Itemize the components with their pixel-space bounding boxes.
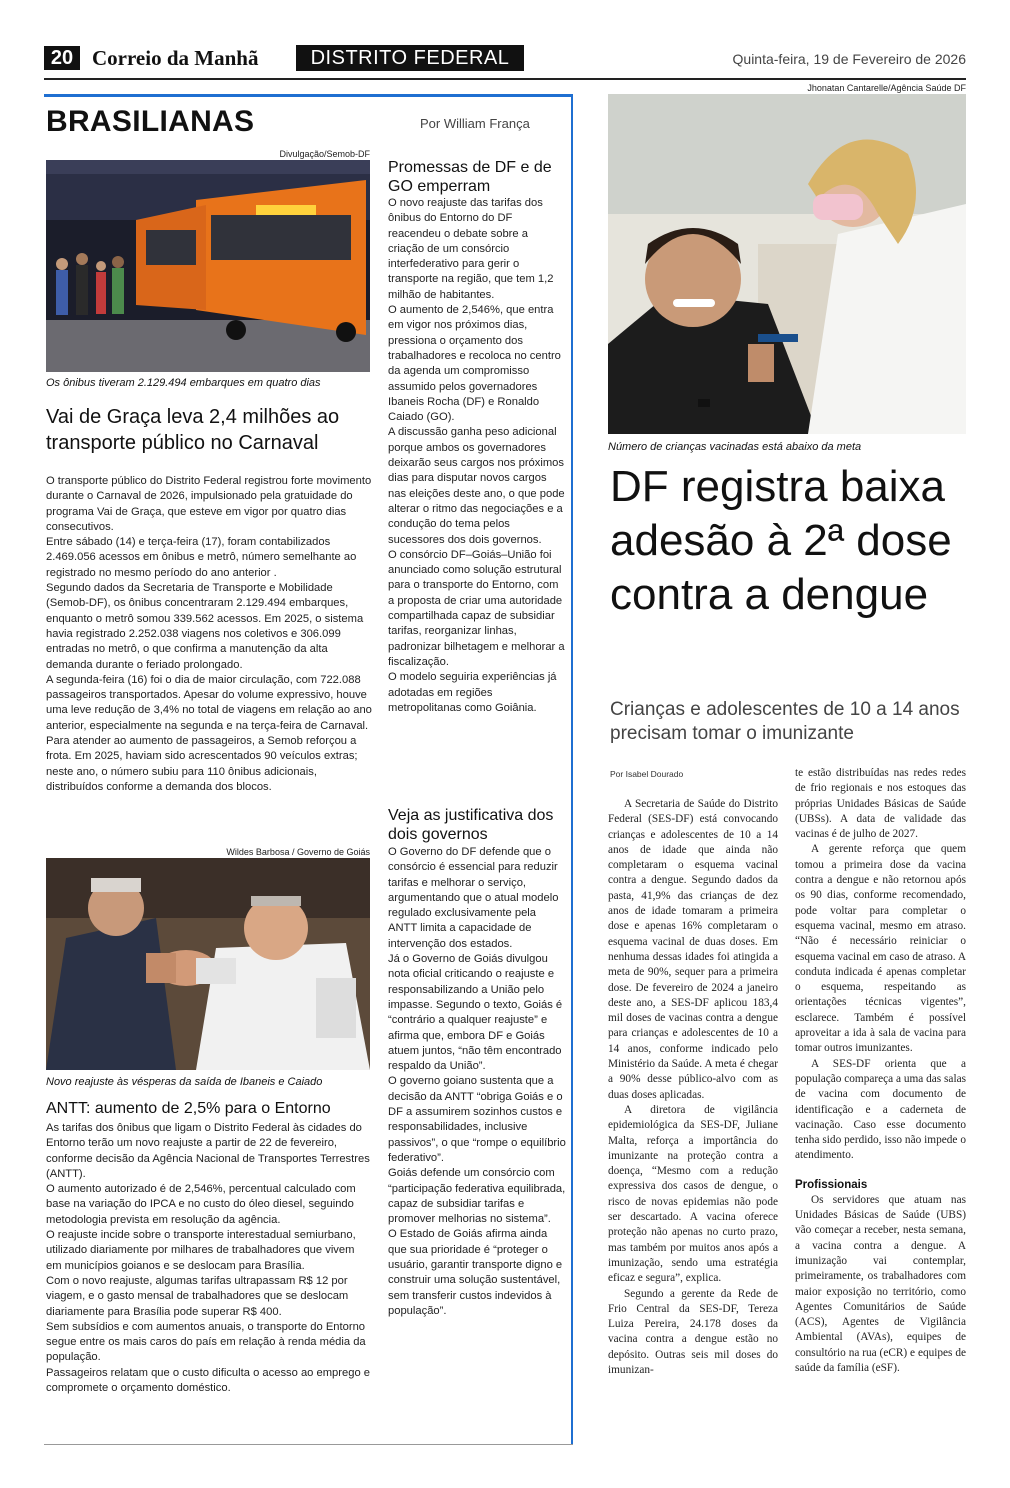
story-headline: Vai de Graça leva 2,4 milhões ao transporte público no Carnaval [46, 406, 340, 454]
column-title: BRASILIANAS [46, 105, 255, 138]
column-byline: Por William França [420, 116, 530, 131]
story-headline: Veja as justificativa dos dois governos [388, 807, 554, 843]
edition-date: Quinta-feira, 19 de Fevereiro de 2026 [732, 51, 966, 67]
photo-caption: Número de crianças vacinadas está abaixo da meta [608, 441, 862, 453]
column-top-rule [44, 94, 573, 97]
main-headline: DF registra baixa adesão à 2ª dose contra a dengue [610, 462, 952, 619]
masthead-rule [44, 78, 966, 80]
article-subhead: Profissionais [795, 1178, 868, 1191]
article-paragraph: A Secretaria de Saúde do Distrito Federal (SES-DF) está convocando crianças e adolescentes de 10 a 14 anos de idade que ainda não completaram o esquema vacinal contra a dengue. Segundo dados da pasta, 41,9% das crianças de dez anos de idade tomaram a primeira dose e apenas 16% completaram o esquema vacinal de duas doses. Em nenhuma dessas idades foi atingida a meta de 90%, sequer para a primeira dose. De fevereiro de 2024 a janeiro deste ano, a SES-DF aplicou 183,4 mil doses de vacinas contra a dengue para crianças e adolescentes de 10 a 14 anos, conforme indicado pelo Ministério da Saúde. A meta é chegar a 90% desse público-alvo com as duas doses aplicadas. [608, 798, 778, 1101]
story-body: O Governo do DF defende que o consórcio é essencial para reduzir tarifas e melhorar o serviço, argumentando que o atual modelo regulado exclusivamente pela ANTT limita a capacidade de intervenção dos estados. Já o Governo de Goiás divulgou nota oficial criticando o reajuste e responsabilizando a União pelo impasse. Segundo o texto, Goiás é “contrário a qualquer reajuste” e afirma que, embora DF e Goiás atuem juntos, “não têm encontrado respaldo da União”. O governo goiano sustenta que a decisão da ANTT “obriga Goiás e o DF a assumirem sozinhos custos e responsabilidades, inclusive passivos”, o que “rompe o equilíbrio federativo”. Goiás defende um consórcio com “participação federativa equilibrada, capaz de subsidiar tarifas e promover melhorias no sistema”. O Estado de Goiás afirma ainda que sua prioridade é “proteger o usuário, garantir transporte digno e construir uma solução sustentável, sem transferir custos indevidos à população”. [388, 846, 566, 1317]
story-headline: ANTT: aumento de 2,5% para o Entorno [46, 1100, 331, 1117]
photo-credit: Divulgação/Semob-DF [279, 149, 370, 159]
governors-photo [46, 858, 370, 1070]
article-column-1 [608, 797, 778, 1378]
photo-caption: Novo reajuste às vésperas da saída de Ibaneis e Caiado [46, 1076, 323, 1088]
story-body: O novo reajuste das tarifas dos ônibus do Entorno do DF reacendeu o debate sobre a criação de um consórcio interfederativo para gerir o transporte na região, que tem 1,2 milhão de habitantes. O aumento de 2,546%, que entra em vigor nos próximos dias, pressiona o orçamento dos trabalhadores e recoloca no centro da agenda um compromisso assumido pelos governadores Ibaneis Rocha (DF) e Ronaldo Caiado (GO). A discussão ganha peso adicional porque ambos os governadores deixarão seus cargos nos próximos dias para disputar novos cargos nas eleições deste ano, o que pode alterar o ritmo das negociações e a condução do tema pelos sucessores dos dois governos. O consórcio DF–Goiás–União foi anunciado como solução estrutural para o transporte do Entorno, com a proposta de criar uma autoridade compartilhada capaz de subsidiar tarifas, reorganizar linhas, padronizar bilhetagem e melhorar a fiscalização. O modelo seguiria experiências já adotadas em regiões metropolitanas como Goiânia. [388, 197, 565, 714]
photo-caption: Os ônibus tiveram 2.129.494 embarques em quatro dias [46, 377, 321, 389]
article-paragraph: Segundo a gerente da Rede de Frio Central da SES-DF, Tereza Luiza Pereira, 24.178 doses da vacina contra a dengue estão no depósito. Outras seis mil doses do imunizan- [608, 1287, 778, 1376]
column-divider [571, 94, 573, 1444]
newspaper-logo: Correio da Manhã [92, 46, 259, 70]
article-paragraph: A gerente reforça que quem tomou a primeira dose da vacina contra a dengue e não retornou após os 90 dias, conforme recomendado, pode voltar para completar o esquema vacinal, mesmo em atraso. “Não é necessário reiniciar o esquema vacinal em caso de atraso. A conduta indicada é apenas completar o esquema, respeitando as orientações técnicas vigentes”, esclarece. Também é possível aproveitar a ida à sala de vacina para tomar outros imunizantes. [795, 843, 966, 1055]
article-paragraph: Os servidores que atuam nas Unidades Básicas de Saúde (UBS) vão começar a receber, nesta semana, a vacina contra a dengue. A imunização vai contemplar, primeiramente, os trabalhadores com maior exposição no território, como Agentes Comunitários de Saúde (ACS), Agentes de Vigilância Ambiental (AVAs), equipes de consultório na rua (eCR) e equipes de saúde da família (eSF). [795, 1193, 966, 1374]
main-subheadline: Crianças e adolescentes de 10 a 14 anos precisam tomar o imunizante [610, 699, 960, 744]
page-number: 20 [44, 46, 80, 70]
article-paragraph: A SES-DF orienta que a população compareça a uma das salas de vacina com documento de identificação e a caderneta de vacinação. Caso esse documento tenha sido perdido, isso não impede o atendimento. [795, 1057, 966, 1162]
photo-credit: Wildes Barbosa / Governo de Goiás [226, 847, 370, 857]
article-paragraph: te estão distribuídas nas redes redes de frio regionais e nos estoques das próprias Unidades Básicas de Saúde (UBSs). A data de validade das vacinas é de julho de 2027. [795, 767, 966, 841]
section-label: DISTRITO FEDERAL [296, 45, 524, 71]
story-byline: Por Isabel Dourado [610, 769, 684, 779]
article-column-2 [795, 766, 966, 1376]
column-bottom-rule [44, 1444, 573, 1445]
photo-credit: Jhonatan Cantarelle/Agência Saúde DF [807, 83, 966, 93]
vaccination-photo [608, 94, 966, 434]
bus-photo [46, 160, 370, 372]
story-headline: Promessas de DF e de GO emperram [388, 159, 552, 195]
story-body: O transporte público do Distrito Federal registrou forte movimento durante o Carnaval de 2026, impulsionado pela gratuidade do programa Vai de Graça, que esteve em vigor por quatro dias consecutivos. Entre sábado (14) e terça-feira (17), foram contabilizados 2.469.056 acessos em ônibus e metrô, número semelhante ao registrado no mesmo período do ano anterior . Segundo dados da Secretaria de Transporte e Mobilidade (Semob-DF), os ônibus concentraram 2.129.494 embarques, enquanto o metrô somou 339.562 acessos. Em 2025, o sistema havia registrado 2.252.038 viagens nos coletivos e 306.099 entradas no metrô, o que confirma a manutenção da alta demanda durante o feriado prolongado. A segunda-feira (16) foi o dia de maior circulação, com 722.088 passageiros transportados. Apesar do volume expressivo, houve uma leve redução de 3,4% no total de viagens em relação ao ano anterior, especialmente na segunda e na terça-feira de Carnaval. Para atender ao aumento de passageiros, a Semob reforçou a frota. Em 2025, haviam sido acrescentados 90 veículos extras; neste ano, o número subiu para 110 ônibus adicionais, distribuídos conforme a demanda dos blocos. [46, 475, 372, 793]
story-body: As tarifas dos ônibus que ligam o Distrito Federal às cidades do Entorno terão um novo reajuste a partir de 22 de fevereiro, conforme decisão da Agência Nacional de Transportes Terrestres (ANTT). O aumento autorizado é de 2,546%, percentual calculado com base na variação do IPCA e no custo do óleo diesel, seguindo metodologia prevista em resolução da agência. O reajuste incide sobre o transporte interestadual semiurbano, utilizado diariamente por milhares de trabalhadores que vivem em municípios goianos e se deslocam para Brasília. Com o novo reajuste, algumas tarifas ultrapassam R$ 12 por viagem, e o gasto mensal de trabalhadores que se deslocam diariamente para Brasília pode superar R$ 400. Sem subsídios e com aumentos anuais, o transporte do Entorno segue entre os mais caros do país em relação à renda média da população. Passageiros relatam que o custo dificulta o acesso ao emprego e compromete o orçamento doméstico. [46, 1122, 371, 1395]
article-paragraph: A diretora de vigilância epidemiológica da SES-DF, Juliane Malta, reforça a importância do imunizante na proteção contra a doença, “Mesmo com a redução expressiva dos casos de dengue, o risco de novas epidemias não pode ser descartado. A vacina oferece proteção não apenas no curto prazo, mas também por muitos anos após a imunização, sendo uma estratégia eficaz e segura”, explica. [608, 1103, 778, 1285]
